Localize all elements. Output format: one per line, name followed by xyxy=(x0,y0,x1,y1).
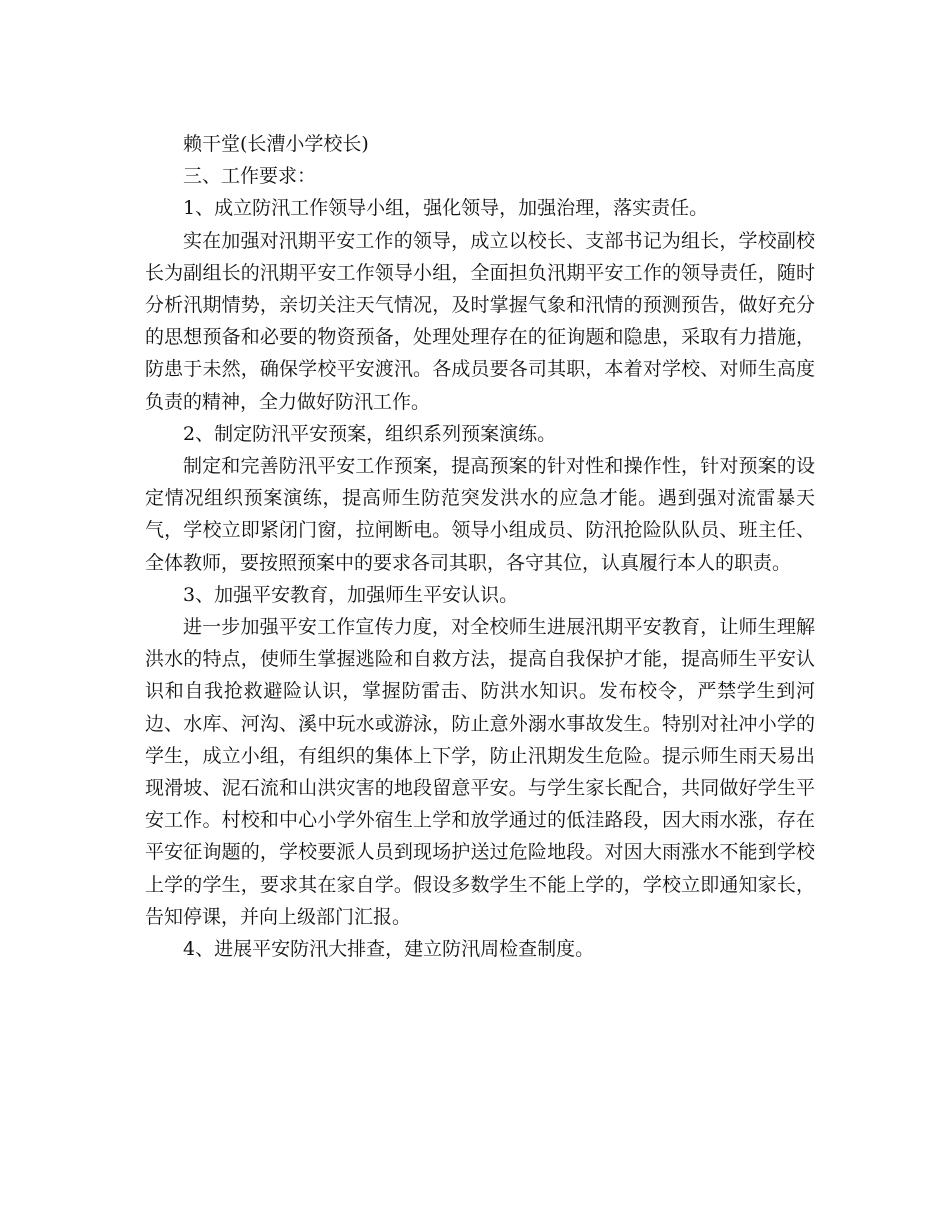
item-1-heading: 1、成立防汛工作领导小组，强化领导，加强治理，落实责任。 xyxy=(183,197,709,220)
signatory-line: 赖干堂(长漕小学校长) xyxy=(183,133,369,155)
item-1-body: 实在加强对汛期平安工作的领导，成立以校长、支部书记为组长，学校副校长为副组长的汛期平安工作领导小组，全面担负汛期平安工作的领导责任，随时分析汛期情势，亲切关注天气情况，及时掌握气象和汛情的预测预告，做好充分的思想预备和必要的物资预备，处理处理存在的征询题和隐患，采取有力措施，防患于未然，确保学校平安渡汛。各成员要各司其职，本着对学校、对师生高度负责的精神，全力做好防汛工作。 xyxy=(145,229,815,413)
item-3-heading: 3、加强平安教育，加强师生平安认识。 xyxy=(183,583,519,606)
item-4-heading: 4、进展平安防汛大排查，建立防汛周检查制度。 xyxy=(183,938,595,961)
item-2-body: 制定和完善防汛平安工作预案，提高预案的针对性和操作性，针对预案的设定情况组织预案演练，提高师生防范突发洪水的应急才能。遇到强对流雷暴天气，学校立即紧闭门窗，拉闸断电。领导小组成员、防汛抢险队队员、班主任、全体教师，要按照预案中的要求各司其职，各守其位，认真履行本人的职责。 xyxy=(145,455,815,574)
document-body xyxy=(145,128,815,965)
section-heading-work-requirements: 三、工作要求： xyxy=(183,165,317,188)
item-3-body: 进一步加强平安工作宣传力度，对全校师生进展汛期平安教育，让师生理解洪水的特点，使师生掌握逃险和自救方法，提高自我保护才能，提高师生平安认识和自我抢救避险认识，掌握防雷击、防洪水知识。发布校令，严禁学生到河边、水库、河沟、溪中玩水或游泳，防止意外溺水事故发生。特别对社冲小学的学生，成立小组，有组织的集体上下学，防止汛期发生危险。提示师生雨天易出现滑坡、泥石流和山洪灾害的地段留意平安。与学生家长配合，共同做好学生平安工作。村校和中心小学外宿生上学和放学通过的低洼路段，因大雨水涨，存在平安征询题的，学校要派人员到现场护送过危险地段。对因大雨涨水不能到学校上学的学生，要求其在家自学。假设多数学生不能上学的，学校立即通知家长，告知停课，并向上级部门汇报。 xyxy=(145,616,815,928)
item-2-heading: 2、制定防汛平安预案，组织系列预案演练。 xyxy=(183,422,557,445)
